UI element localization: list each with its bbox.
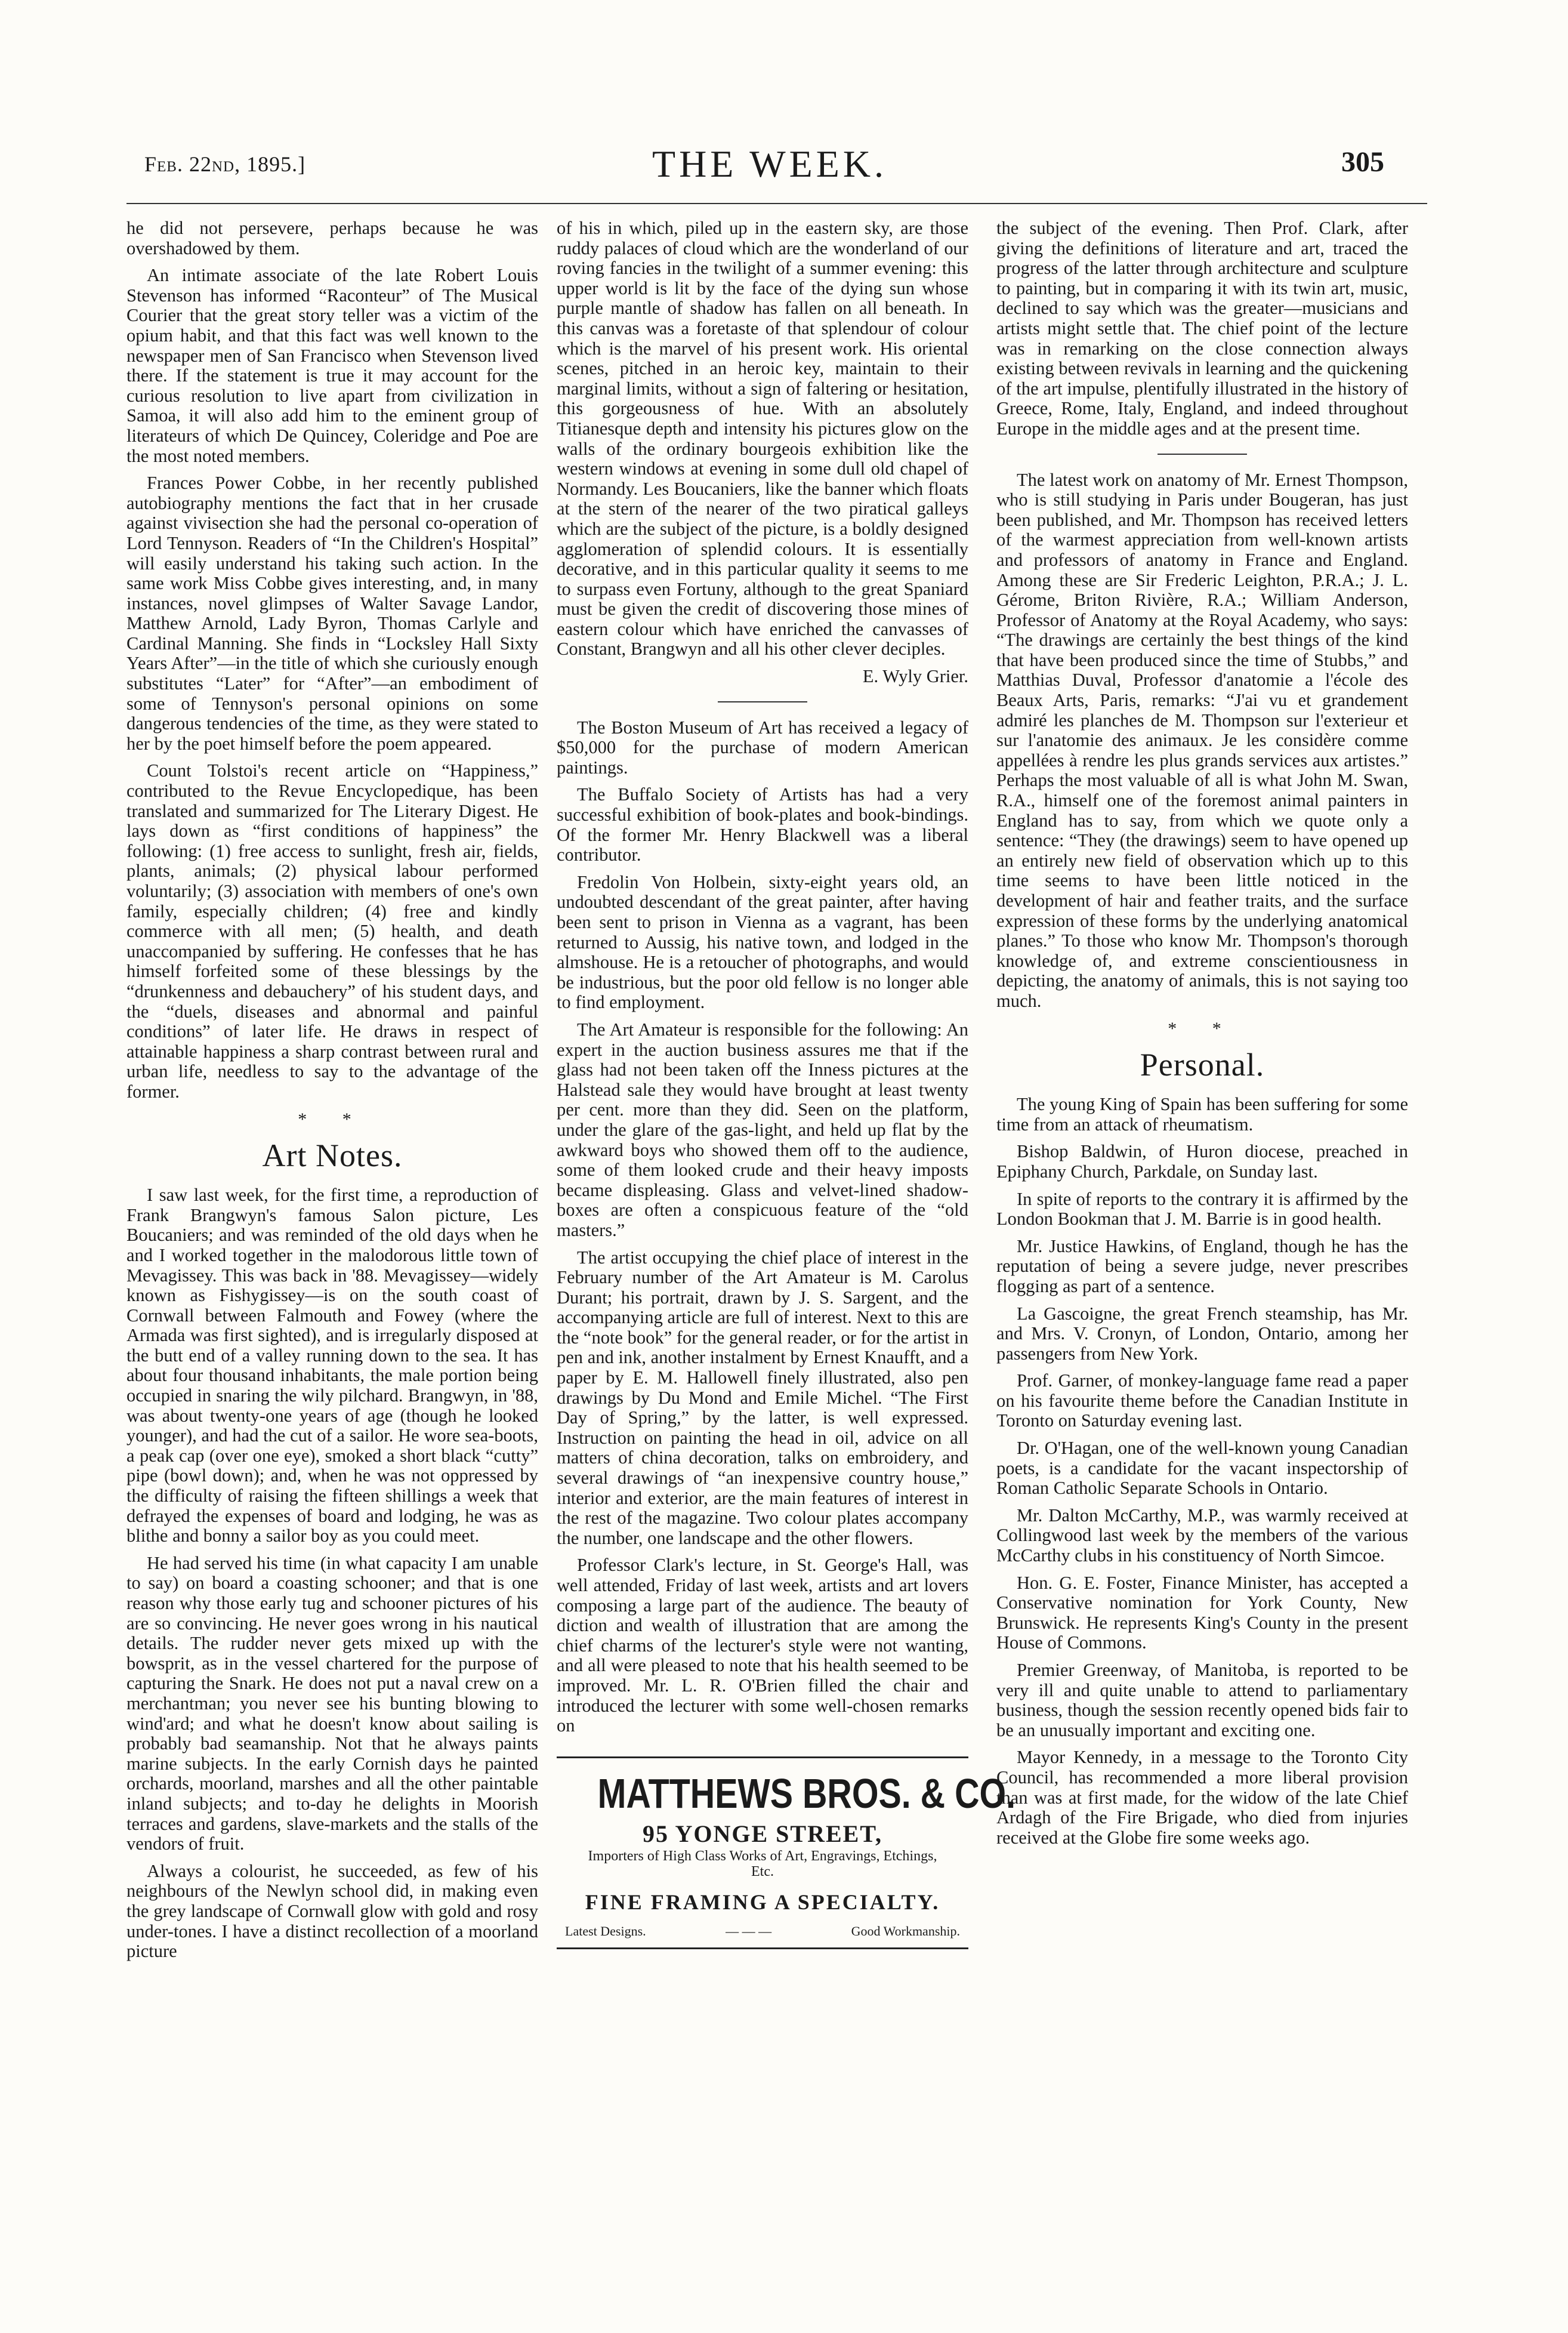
masthead-title: THE WEEK. <box>652 143 888 185</box>
advertisement <box>557 1756 1016 1949</box>
paragraph: Fredolin Von Holbein, sixty-eight years old, an undoubted descendant of the great painter, after having been sent to prison in Vienna as a vagrant, has been returned to Aussig, his native town, and lodged in the almshouse. He is a retoucher of photographs, and would be industrious, but the poor old fellow is no longer able to find employment. <box>557 871 968 1013</box>
paragraph: The artist occupying the chief place of interest in the February number of the Art Amateur is M. Carolus Durant; his portrait, drawn by J. S. Sargent, and the accompanying article are full of interest. Next to this are the “note book” for the general reader, or for the artist in pen and ink, another instalment by Ernest Knaufft, and a paper by E. M. Hallowell finely illustrated, also pen drawings by Du Mond and Emile Michel. “The First Day of Spring,” by the latter, is well expressed. Instruction on painting the head in oil, advice on all matters of china decoration, talks on embroidery, and several drawings of “an inexpensive country house,” interior and exterior, are the main features of interest in the rest of the magazine. Two colour plates accompany the number, one landscape and the other flowers. <box>557 1247 968 1548</box>
advertiser-footer <box>561 1921 964 1941</box>
paragraph: La Gascoigne, the great French steamship, has Mr. and Mrs. V. Cronyn, of London, Ontario, among her passengers from New York. <box>996 1303 1408 1364</box>
paragraph: Mr. Dalton McCarthy, M.P., was warmly received at Collingwood last week by the members of the various McCarthy clubs in his constituency of North Simcoe. <box>996 1505 1408 1566</box>
section-divider-stars: * * <box>298 1109 367 1129</box>
paragraph: Count Tolstoi's recent article on “Happiness,” contributed to the Revue Encyclopedique, has been translated and summarized for The Literary Digest. He lays down as “first conditions of happiness” the following: (1) free access to sunlight, fresh air, fields, plants, animals; (2) physical labour performed voluntarily; (3) association with members of one's own family, especially children; (4) free and kindly commerce with all men; (5) health, and death unaccompanied by suffering. He confesses that he has himself forfeited some of these blessings by the “drunkenness and debauchery” of his student days, and the “duels, diseases and abnormal and painful conditions” of later life. He draws in respect of attainable happiness a sharp contrast between rural and urban life, needless to say to the advantage of the former. <box>126 760 538 1102</box>
divider-rule <box>1158 454 1247 455</box>
paragraph: he did not persevere, perhaps because he was overshadowed by them. <box>126 218 538 258</box>
paragraph: He had served his time (in what capacity I am unable to say) on board a coasting schooner; and that is one reason why those early tug and schooner pictures of his are so convincing. He never goes wrong in his nautical details. The rudder never gets mixed up with the bowsprit, as in the vessel chartered for the purpose of capturing the Snark. He does not put a naval crew on a merchantman; you never see his bunting blowing to wind'ard; and what he doesn't know about sailing is probably bad seamanship. Not that he always paints marine subjects. In the early Cornish days he painted orchards, moorland, marshes and all the other paintable inland subjects; and to-day he delights in Moorish terraces and gardens, slave-markets and the stalls of the vendors of fruit. <box>126 1552 538 1854</box>
ad-dashes: — — — <box>726 1924 772 1939</box>
personal-heading: Personal. <box>1140 1047 1265 1083</box>
art-notes-heading: Art Notes. <box>262 1138 403 1174</box>
divider-rule <box>718 701 807 702</box>
paragraph: The latest work on anatomy of Mr. Ernest Thompson, who is still studying in Paris under Bougeran, has just been published, and Mr. Thompson has received letters of the warmest appreciation from well-known artists and professors of anatomy in France and England. Among these are Sir Frederic Leighton, P.R.A.; J. L. Gérome, Briton Rivière, R.A.; William Anderson, Professor of Anatomy at the Royal Academy, who says: “The drawings are certainly the best things of the kind that have been produced since the time of Stubbs,” and Matthias Duval, Professor d'anatomie a l'école des Beaux Arts, Paris, remarks: “J'ai vu et grandement admiré les planches de M. Thompson sur l'exterieur et sur l'anatomie des animaux. Je les considère comme appellées à rendre les plus grands services aux artistes.” Perhaps the most valuable of all is what John M. Swan, R.A., himself one of the foremost animal painters in England has to say, from which we quote only a sentence: “They (the drawings) seem to have opened up an entirely new field of observation which up to this time seems to have been little noticed in the development of hair and feather traits, and the surface expression of these forms by the underlying anatomical planes.” To those who know Mr. Thompson's thorough knowledge of, and extreme conscientiousness in depicting, the anatomy of animals, this is not saying too much. <box>996 469 1408 1011</box>
advertiser-name: MATTHEWS BROS. & CO. <box>597 1770 1016 1817</box>
ad-latest-designs: Latest Designs. <box>565 1924 646 1939</box>
section-divider-stars: * * <box>1168 1018 1237 1038</box>
paragraph: Dr. O'Hagan, one of the well-known young Canadian poets, is a candidate for the vacant inspectorship of Roman Catholic Separate Schools in Ontario. <box>996 1438 1408 1499</box>
paragraph: I saw last week, for the first time, a reproduction of Frank Brangwyn's famous Salon picture, Les Boucaniers; and was reminded of the old days when he and I worked together in the malodorous little town of Mevagissey. This was back in '88. Mevagissey—widely known as Fishygissey—is on the south coast of Cornwall between Falmouth and Fowey (where the Armada was first sighted), and is irregularly disposed at the butt end of a valley running down to the sea. It has about four thousand inhabitants, the male portion being occupied in snaring the wily pilchard. Brangwyn, in '88, was about twenty-one years of age (though he looked younger), and had the cut of a sailor. He wore sea-boots, a peak cap (over one eye), smoked a short black “cutty” pipe (bowl down); and, when he was not oppressed by the difficulty of raising the fifteen shillings a week that defrayed the expenses of board and lodging, he was as blithe and bonny a sailor boy as you could meet. <box>126 1185 538 1546</box>
column-2 <box>557 218 1016 1949</box>
paragraph: of his in which, piled up in the eastern sky, are those ruddy palaces of cloud which are the wonderland of our roving fancies in the twilight of a summer evening: this upper world is lit by the face of the dying sun whose purple mantle of shadow has fallen on all beneath. In this canvas was a foretaste of that splendour of colour which is the marvel of his present work. His oriental scenes, pitched in an heroic key, maintain to their marginal limits, without a sign of faltering or hesitation, this gorgeousness of hue. With an absolutely Titianesque depth and intensity his pictures glow on the walls of the ordinary bourgeois exhibition like the western windows at evening in some dull old chapel of Normandy. Les Boucaniers, like the banner which floats at the stern of the nearer of the two piratical galleys which are the subject of the picture, is a boldly designed agglomeration of splendid colours. It is essentially decorative, and in this particular quality it seems to me to surpass even Fortuny, although to the great Spaniard must be given the credit of discovering those mines of eastern colour which have enriched the canvasses of Constant, Brangwyn and all his other clever deciples. <box>557 218 968 659</box>
paragraph: The young King of Spain has been suffering for some time from an attack of rheumatism. <box>996 1094 1408 1135</box>
paragraph: The Buffalo Society of Artists has had a very successful exhibition of book-plates and book-bindings. Of the former Mr. Henry Blackwell was a liberal contributor. <box>557 784 968 865</box>
paragraph: The Boston Museum of Art has received a legacy of $50,000 for the purchase of modern American paintings. <box>557 717 968 778</box>
header-rule <box>126 203 1427 204</box>
column-1 <box>126 218 538 1969</box>
author-signature: E. Wyly Grier. <box>862 666 968 687</box>
ad-good-workmanship: Good Workmanship. <box>851 1924 960 1939</box>
advertiser-address: 95 YONGE STREET, <box>642 1820 883 1847</box>
paragraph: In spite of reports to the contrary it is affirmed by the London Bookman that J. M. Barrie is in good health. <box>996 1188 1408 1229</box>
paragraph: Professor Clark's lecture, in St. George's Hall, was well attended, Friday of last week, artists and art lovers composing a large part of the audience. The beauty of diction and wealth of illustration that are among the chief charms of the lecturer's style were not wanting, and all were pleased to note that his health seemed to be improved. Mr. L. R. O'Brien filled the chair and introduced the lecturer with some well-chosen remarks on <box>557 1555 968 1736</box>
paragraph: Bishop Baldwin, of Huron diocese, preached in Epiphany Church, Parkdale, on Sunday last. <box>996 1141 1408 1182</box>
paragraph: Mr. Justice Hawkins, of England, though he has the reputation of being a severe judge, never prescribes flogging as part of a sentence. <box>996 1235 1408 1296</box>
paragraph: Always a colourist, he succeeded, as few of his neighbours of the Newlyn school did, in making even the grey landscape of Cornwall glow with gold and rosy under-tones. I have a distinct recollection of a moorland picture <box>126 1860 538 1962</box>
paragraph: Hon. G. E. Foster, Finance Minister, has accepted a Conservative nomination for York County, New Brunswick. He represents King's County in the present House of Commons. <box>996 1572 1408 1653</box>
paragraph: Premier Greenway, of Manitoba, is reported to be very ill and quite unable to attend to parliamentary business, though the session recently opened bids fair to be an unusually important and exciting one. <box>996 1660 1408 1740</box>
paragraph: Prof. Garner, of monkey-language fame read a paper on his favourite theme before the Canadian Institute in Toronto on Saturday evening last. <box>996 1370 1408 1431</box>
paragraph: The Art Amateur is responsible for the following: An expert in the auction business assures me that if the glass had not been taken off the Inness pictures at the Halstead sale they would have brought at least twenty per cent. more than they did. Seen on the platform, under the glare of the gas-light, and held up flat by the awkward boys who showed them off to the audience, some of them looked crude and their heavy imposts became displeasing. Glass and velvet-lined shadow-boxes are often a conspicuous feature of the “old masters.” <box>557 1019 968 1240</box>
column-3 <box>996 218 1408 1855</box>
paragraph: the subject of the evening. Then Prof. Clark, after giving the definitions of literature and art, traced the progress of the latter through architecture and sculpture to painting, but in comparing it with its twin art, music, declined to say which was the greater—musicians and artists might settle that. The chief point of the lecture was in remarking on the close connection always existing between revivals in learning and the quickening of the art impulse, plentifully illustrated in the history of Greece, Rome, Italy, England, and indeed throughout Europe in the middle ages and at the present time. <box>996 218 1408 439</box>
paragraph: Frances Power Cobbe, in her recently published autobiography mentions the fact that in her crusade against vivisection she had the personal co-operation of Lord Tennyson. Readers of “In the Children's Hospital” will easily understand his taking such action. In the same work Miss Cobbe gives interesting, and, in many instances, novel glimpses of Walter Savage Landor, Matthew Arnold, Lady Byron, Thomas Carlyle and Cardinal Manning. She finds in “Locksley Hall Sixty Years After”—in the title of which she curiously enough substitutes “Later” for “After”—an embodiment of some of Tennyson's personal opinions on some dangerous tendencies of the time, as they were stated to her by the poet himself before the poem appeared. <box>126 473 538 754</box>
paragraph: An intimate associate of the late Robert Louis Stevenson has informed “Raconteur” of The Musical Courier that the great story teller was a victim of the opium habit, and that this fact was well known to the newspaper men of San Francisco when Stevenson lived there. If the statement is true it may account for the curious resolution to live apart from civilization in Samoa, it will also add him to the eminent group of literateurs of which De Quincey, Coleridge and Poe are the most noted members. <box>126 265 538 466</box>
paragraph: Mayor Kennedy, in a message to the Toronto City Council, has recommended a more liberal provision than was at first made, for the widow of the late Chief Ardagh of the Fire Brigade, who died from injuries received at the Globe fire some weeks ago. <box>996 1747 1408 1848</box>
page-number: 305 <box>1341 146 1384 178</box>
issue-date: Feb. 22nd, 1895.] <box>144 152 306 176</box>
advertiser-specialty: FINE FRAMING A SPECIALTY. <box>585 1890 940 1915</box>
advertiser-description: Importers of High Class Works of Art, Engravings, Etchings, Etc. <box>588 1848 937 1880</box>
